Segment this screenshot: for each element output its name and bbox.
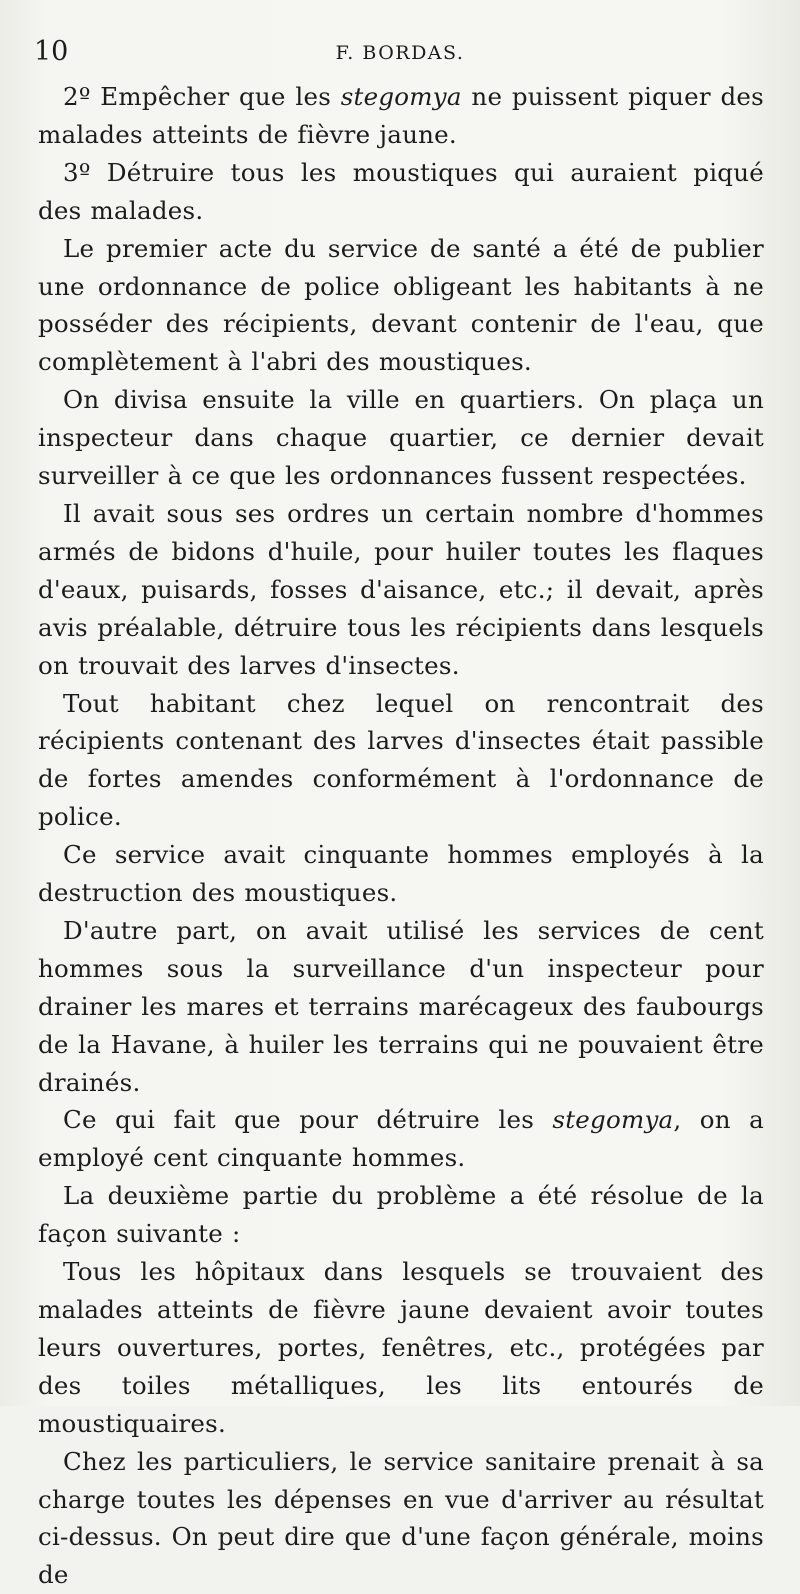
paragraph-item-2 [38,78,764,154]
page-number: 10 [34,36,69,67]
paragraph: Tous les hôpitaux dans lesquels se trouvaient des malades atteints de fièvre jaune devaient avoir toutes leurs ouvertures, portes, fenêtres, etc., protégées par des toiles métalliques, les lits entourés de moustiquaires. [38,1257,764,1438]
italic-term: stegomya [552,1105,674,1135]
paragraph: Tout habitant chez lequel on rencontrait des récipients contenant des larves d'insectes était passible de fortes amendes conformément à l'ordonnance de police. [38,688,764,832]
italic-term: stegomya [340,82,462,111]
paragraph-text: 2º Empêcher que les [63,82,341,111]
page-header [30,36,770,72]
paragraph: Il avait sous ses ordres un certain nombre d'hommes armés de bidons d'huile, pour huiler toutes les flaques d'eaux, puisards, fosses d'aisance, etc.; il devait, après avis préalable, détruire tous les récipients dans lesquels on trouvait des larves d'insectes. [38,498,764,680]
paragraph-text: Ce qui fait que pour détruire les [63,1105,553,1135]
running-head: F. BORDAS. [335,42,465,64]
paragraph-continued: Chez les particuliers, le service sanitaire prenait à sa charge toutes les dépenses en vue d'arriver au résultat ci-dessus. On peut dire que d'une façon générale, moins de [38,1446,764,1590]
paragraph: La deuxième partie du problème a été résolue de la façon suivante : [38,1181,764,1249]
paragraph: Le premier acte du service de santé a été de publier une ordonnance de police obligeant les habitants à ne posséder des récipients, devant contenir de l'eau, que complètement à l'abri des moustiques. [38,233,764,377]
body-text [38,78,764,1594]
paragraph: D'autre part, on avait utilisé les services de cent hommes sous la surveillance d'un inspecteur pour drainer les mares et terrains marécageux des faubourgs de la Havane, à huiler les terrains qui ne pouvaient être drainés. [38,915,764,1097]
paragraph: On divisa ensuite la ville en quartiers. On plaça un inspecteur dans chaque quartier, ce dernier devait surveiller à ce que les ordonnances fussent respectées. [38,385,764,491]
paragraph-item-3: 3º Détruire tous les moustiques qui auraient piqué des malades. [38,157,764,225]
paragraph-text: ne puissent piquer des malades atteints de fièvre jaune. [38,82,764,149]
paragraph: Ce service avait cinquante hommes employés à la destruction des moustiques. [38,840,764,908]
paragraph-text: , on a employé cent cinquante hommes. [38,1105,765,1173]
paragraph [38,1101,764,1177]
